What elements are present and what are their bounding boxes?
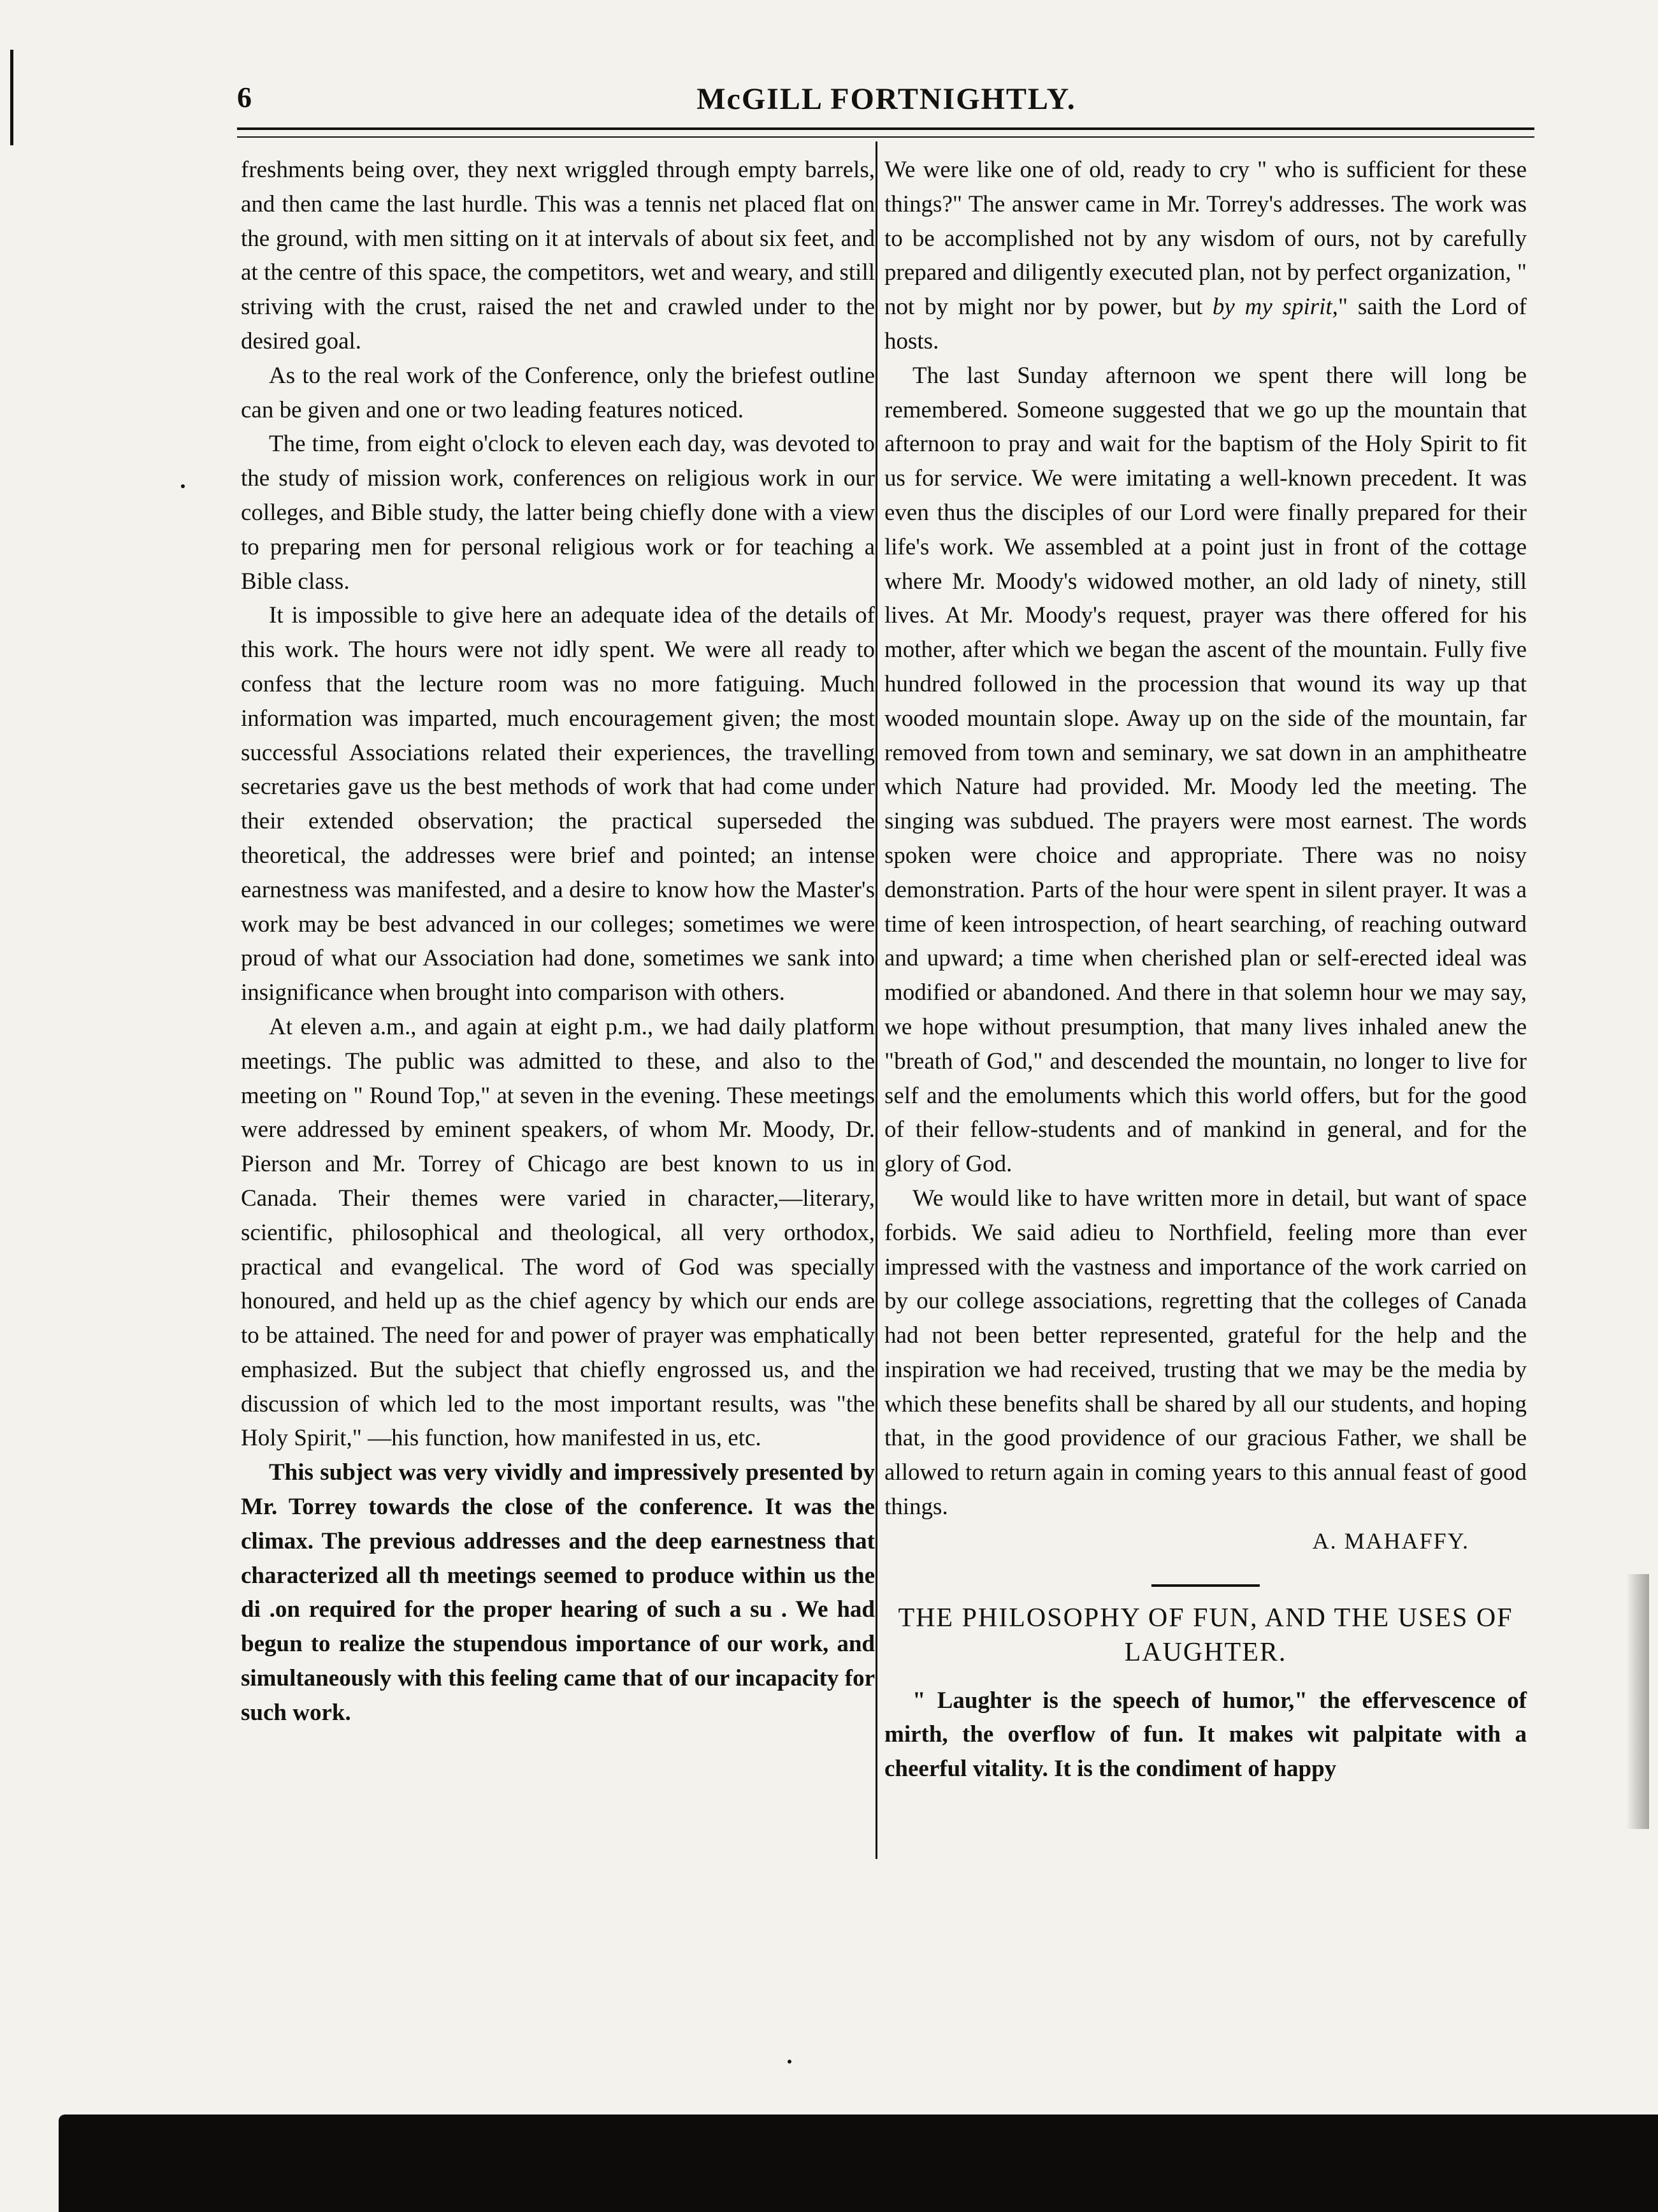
paragraph: As to the real work of the Conference, only the briefest outline can be given and one or two leading features noticed. [241,362,875,423]
page-header [237,74,1536,131]
paragraph-text: We were like one of old, ready to cry " who is sufficient for these things?" The answer came in Mr. Torrey's addresses. The work was to be accomplished not by any wisdom of ours, not by carefully prepared and diligently executed plan, not by perfect organization, " not by might nor by power, but [884,157,1527,321]
paragraph: The time, from eight o'clock to eleven each day, was devoted to the study of mission work, conferences on religious work in our colleges, and Bible study, the latter being chiefly done with a view to preparing men for personal religious work or for teaching a Bible class. [241,431,875,595]
scan-bottom-border [59,2114,1658,2212]
header-rule-thick [237,127,1534,130]
page-number: 6 [237,81,252,113]
column-divider [876,141,877,1859]
paragraph: It is impossible to give here an adequate idea of the details of this work. The hours were not idly spent. We were all ready to confess that the lecture room was no more fatiguing. Much information was imparted, much encouragement given; the most successful Associations related their experiences, the travelling secretaries gave us the best methods of work that had come under their extended observation; the practical superseded the theoretical, the addresses were brief and pointed; an intense earnestness was manifested, and a desire to know how the Master's work may be best advanced in our colleges; sometimes we were proud of what our Association had done, sometimes we sank into insignificance when brought into comparison with others. [241,602,875,1006]
paragraph: At eleven a.m., and again at eight p.m., we had daily platform meetings. The public was admitted to these, and also to the meeting on " Round Top," at seven in the evening. These meetings were addressed by eminent speakers, of whom Mr. Moody, Dr. Pierson and Mr. Torrey of Chicago are best known to us in Canada. Their themes were varied in character,—literary, scientific, philosophical and theological, all very orthodox, practical and evangelical. The word of God was specially honoured, and held up as the chief agency by which our ends are to be attained. The need for and power of prayer was emphatically emphasized. But the subject that chiefly engrossed us, and the discussion of which led to the most important results, was "the Holy Spirit," —his function, how manifested in us, etc. [241,1013,875,1452]
right-column [884,153,1527,1786]
journal-title: McGILL FORTNIGHTLY. [696,82,1076,116]
author-signature: A. MAHAFFY. [1312,1528,1469,1554]
ink-speck [181,484,185,488]
scan-edge-shadow [1626,1574,1649,1829]
ink-speck [788,2060,791,2064]
left-column [241,153,875,1730]
paragraph [884,153,1527,359]
article-separator [1151,1584,1260,1587]
page-edge-mark [10,50,13,145]
emphasis-text: by my spirit, [1212,294,1338,321]
paragraph-text: " saith the Lord of hosts. [884,294,1527,354]
article-title: THE PHILOSOPHY OF FUN, AND THE USES OF LAUGHTER. [898,1603,1513,1667]
paragraph: " Laughter is the speech of humor," the effervescence of mirth, the overflow of fun. It makes wit palpitate with a cheerful vitality. It is the condiment of happy [884,1687,1527,1782]
paragraph: freshments being over, they next wriggled through empty barrels, and then came the last hurdle. This was a tennis net placed flat on the ground, with men sitting on it at intervals of about six feet, and at the centre of this space, the competitors, wet and weary, and still striving with the crust, raised the net and crawled under to the desired goal. [241,157,875,354]
paragraph: The last Sunday afternoon we spent there will long be remembered. Someone suggested that we go up the mountain that afternoon to pray and wait for the baptism of the Holy Spirit to fit us for service. We were imitating a well-known precedent. It was even thus the disciples of our Lord were finally prepared for their life's work. We assembled at a point just in front of the cottage where Mr. Moody's widowed mother, an old lady of ninety, still lives. At Mr. Moody's request, prayer was there offered for his mother, after which we began the ascent of the mountain. Fully five hundred followed in the procession that wound its way up that wooded mountain slope. Away up on the side of the mountain, far removed from town and seminary, we sat down in an amphitheatre which Nature had provided. Mr. Moody led the meeting. The singing was subdued. The prayers were most earnest. The words spoken were choice and appropriate. There was no noisy demonstration. Parts of the hour were spent in silent prayer. It was a time of keen introspection, of heart searching, of reaching outward and upward; a time when cherished plan or self-erected ideal was modified or abandoned. And there in that solemn hour we may say, we hope without presumption, that many lives inhaled anew the "breath of God," and descended the mountain, no longer to live for self and the emoluments which this world offers, but for the good of their fellow-students and of mankind in general, and for the glory of God. [884,362,1527,1178]
header-rule-thin [237,136,1534,138]
paragraph: This subject was very vividly and impressively presented by Mr. Torrey towards the close of the conference. It was the climax. The previous addresses and the deep earnestness that characterized all th meetings seemed to produce within us the di .on required for the proper hearing of such a su . We had begun to realize the stupendous importance of our work, and simultaneously with this feeling came that of our incapacity for such work. [241,1459,875,1726]
paragraph: We would like to have written more in detail, but want of space forbids. We said adieu to Northfield, feeling more than ever impressed with the vastness and importance of the work carried on by our college associations, regretting that the colleges of Canada had not been better represented, grateful for the help and the inspiration we had received, trusting that we may be the media by which these benefits shall be shared by all our students, and hoping that, in the good providence of our gracious Father, we shall be allowed to return again in coming years to this annual feast of good things. [884,1185,1527,1521]
